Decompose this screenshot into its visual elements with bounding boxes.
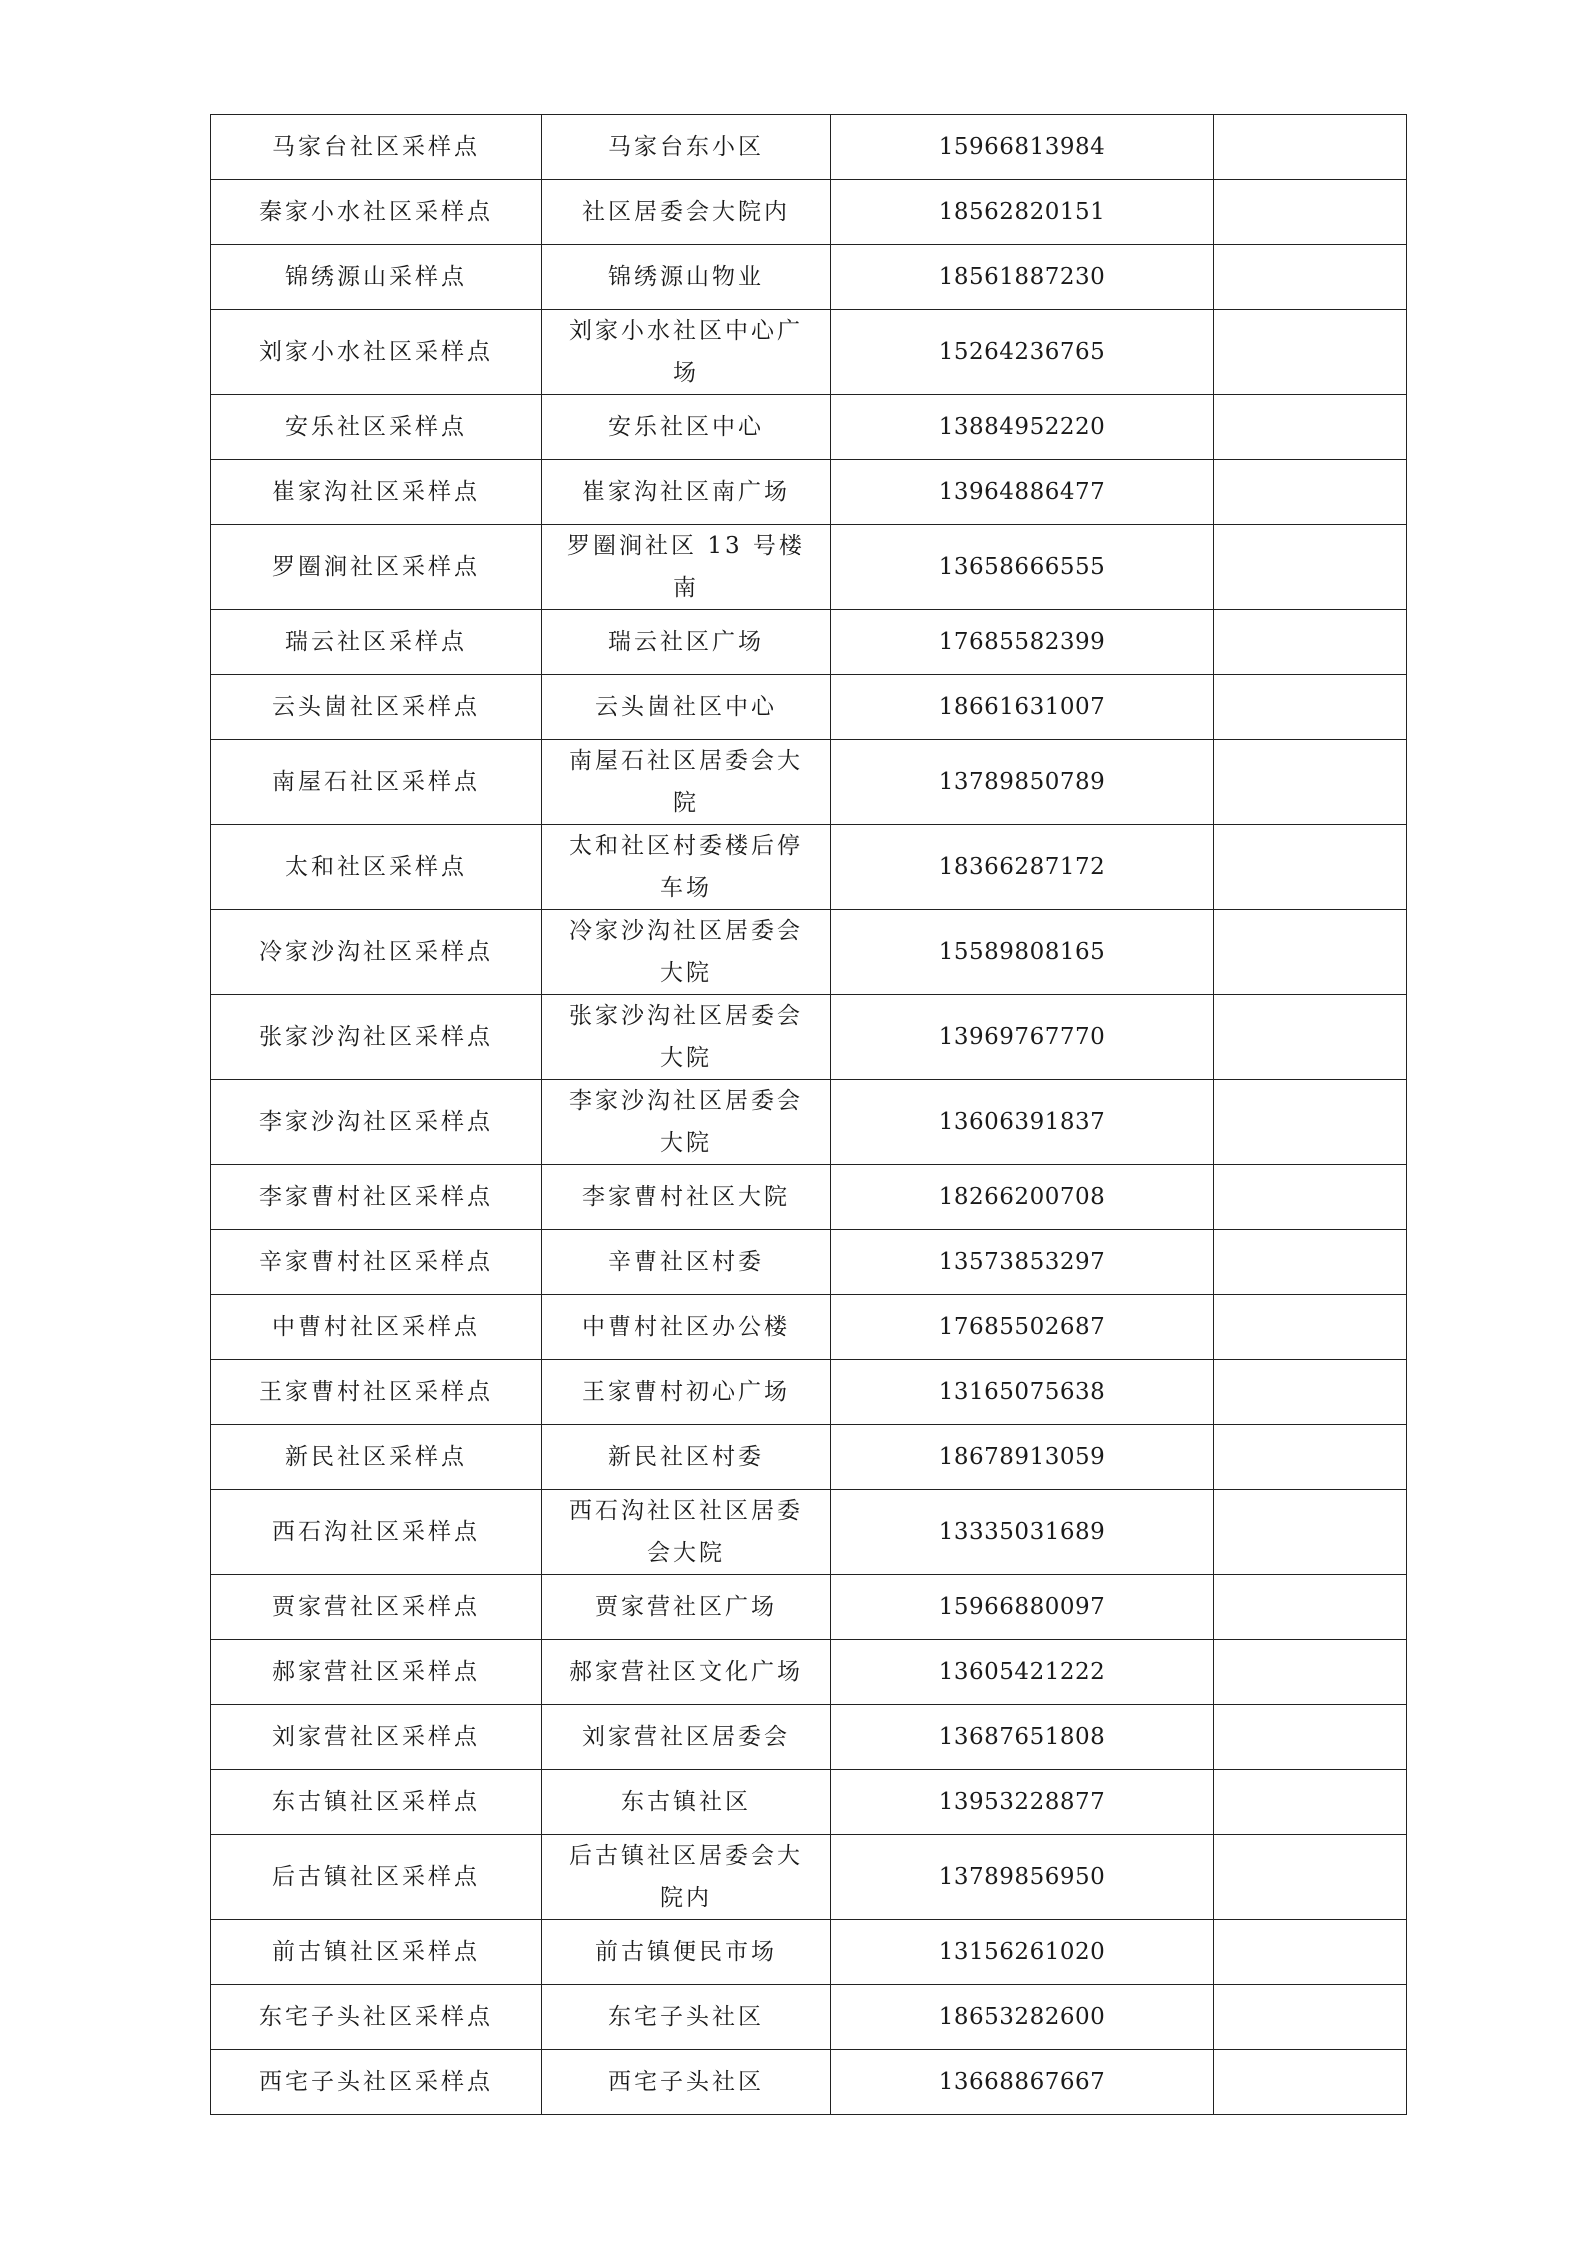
table-row [211, 1920, 1407, 1985]
sampling-location-cell: 刘家营社区居委会 [542, 1705, 831, 1770]
sampling-point-name-cell: 李家沙沟社区采样点 [211, 1080, 542, 1165]
table-row [211, 460, 1407, 525]
note-cell [1214, 525, 1407, 610]
contact-phone-cell: 13964886477 [831, 460, 1214, 525]
sampling-point-name-cell: 东古镇社区采样点 [211, 1770, 542, 1835]
sampling-location-cell: 云头崮社区中心 [542, 675, 831, 740]
contact-phone-cell: 18678913059 [831, 1425, 1214, 1490]
table-row [211, 740, 1407, 825]
note-cell [1214, 2050, 1407, 2115]
sampling-location-cell: 东宅子头社区 [542, 1985, 831, 2050]
table-body [211, 115, 1407, 2115]
contact-phone-cell: 18266200708 [831, 1165, 1214, 1230]
sampling-point-name-cell: 贾家营社区采样点 [211, 1575, 542, 1640]
note-cell [1214, 910, 1407, 995]
table-row [211, 1705, 1407, 1770]
sampling-point-name-cell: 冷家沙沟社区采样点 [211, 910, 542, 995]
sampling-location-cell: 西石沟社区社区居委会大院 [542, 1490, 831, 1575]
sampling-point-name-cell: 刘家小水社区采样点 [211, 310, 542, 395]
note-cell [1214, 1080, 1407, 1165]
sampling-location-cell: 王家曹村初心广场 [542, 1360, 831, 1425]
note-cell [1214, 740, 1407, 825]
note-cell [1214, 1165, 1407, 1230]
note-cell [1214, 1360, 1407, 1425]
sampling-location-cell: 中曹村社区办公楼 [542, 1295, 831, 1360]
contact-phone-cell: 13687651808 [831, 1705, 1214, 1770]
note-cell [1214, 180, 1407, 245]
contact-phone-cell: 18366287172 [831, 825, 1214, 910]
contact-phone-cell: 13969767770 [831, 995, 1214, 1080]
table-row [211, 525, 1407, 610]
table-row [211, 1080, 1407, 1165]
note-cell [1214, 1295, 1407, 1360]
note-cell [1214, 1640, 1407, 1705]
table-row [211, 1295, 1407, 1360]
sampling-location-cell: 西宅子头社区 [542, 2050, 831, 2115]
contact-phone-cell: 18653282600 [831, 1985, 1214, 2050]
sampling-location-cell: 马家台东小区 [542, 115, 831, 180]
note-cell [1214, 1425, 1407, 1490]
contact-phone-cell: 15966880097 [831, 1575, 1214, 1640]
contact-phone-cell: 15966813984 [831, 115, 1214, 180]
sampling-point-name-cell: 新民社区采样点 [211, 1425, 542, 1490]
sampling-point-name-cell: 辛家曹村社区采样点 [211, 1230, 542, 1295]
contact-phone-cell: 18562820151 [831, 180, 1214, 245]
table-row [211, 825, 1407, 910]
sampling-point-name-cell: 东宅子头社区采样点 [211, 1985, 542, 2050]
sampling-location-cell: 新民社区村委 [542, 1425, 831, 1490]
contact-phone-cell: 13884952220 [831, 395, 1214, 460]
note-cell [1214, 460, 1407, 525]
table-row [211, 1360, 1407, 1425]
table-row [211, 1575, 1407, 1640]
table-row [211, 610, 1407, 675]
note-cell [1214, 675, 1407, 740]
table-row [211, 1165, 1407, 1230]
table-row [211, 995, 1407, 1080]
note-cell [1214, 1985, 1407, 2050]
note-cell [1214, 395, 1407, 460]
table-row [211, 1835, 1407, 1920]
table-row [211, 1640, 1407, 1705]
sampling-location-cell: 安乐社区中心 [542, 395, 831, 460]
note-cell [1214, 825, 1407, 910]
table-row [211, 675, 1407, 740]
table-row [211, 1490, 1407, 1575]
note-cell [1214, 1920, 1407, 1985]
sampling-location-cell: 南屋石社区居委会大院 [542, 740, 831, 825]
sampling-point-name-cell: 后古镇社区采样点 [211, 1835, 542, 1920]
sampling-point-name-cell: 张家沙沟社区采样点 [211, 995, 542, 1080]
sampling-point-table [210, 114, 1407, 2115]
table-row [211, 910, 1407, 995]
sampling-point-name-cell: 西石沟社区采样点 [211, 1490, 542, 1575]
sampling-location-cell: 冷家沙沟社区居委会大院 [542, 910, 831, 995]
sampling-point-name-cell: 崔家沟社区采样点 [211, 460, 542, 525]
note-cell [1214, 115, 1407, 180]
table-row [211, 1230, 1407, 1295]
sampling-point-name-cell: 秦家小水社区采样点 [211, 180, 542, 245]
sampling-location-cell: 前古镇便民市场 [542, 1920, 831, 1985]
contact-phone-cell: 13165075638 [831, 1360, 1214, 1425]
table-row [211, 2050, 1407, 2115]
note-cell [1214, 1835, 1407, 1920]
contact-phone-cell: 13789850789 [831, 740, 1214, 825]
note-cell [1214, 1705, 1407, 1770]
sampling-point-name-cell: 中曹村社区采样点 [211, 1295, 542, 1360]
note-cell [1214, 1770, 1407, 1835]
contact-phone-cell: 13156261020 [831, 1920, 1214, 1985]
sampling-location-cell: 辛曹社区村委 [542, 1230, 831, 1295]
sampling-location-cell: 贾家营社区广场 [542, 1575, 831, 1640]
contact-phone-cell: 13789856950 [831, 1835, 1214, 1920]
table-row [211, 115, 1407, 180]
sampling-location-cell: 李家沙沟社区居委会大院 [542, 1080, 831, 1165]
note-cell [1214, 995, 1407, 1080]
table-row [211, 1425, 1407, 1490]
sampling-point-name-cell: 马家台社区采样点 [211, 115, 542, 180]
contact-phone-cell: 13668867667 [831, 2050, 1214, 2115]
sampling-point-name-cell: 王家曹村社区采样点 [211, 1360, 542, 1425]
contact-phone-cell: 13658666555 [831, 525, 1214, 610]
contact-phone-cell: 13606391837 [831, 1080, 1214, 1165]
note-cell [1214, 1490, 1407, 1575]
sampling-point-name-cell: 李家曹村社区采样点 [211, 1165, 542, 1230]
sampling-location-cell: 太和社区村委楼后停车场 [542, 825, 831, 910]
contact-phone-cell: 13335031689 [831, 1490, 1214, 1575]
sampling-location-cell: 后古镇社区居委会大院内 [542, 1835, 831, 1920]
note-cell [1214, 245, 1407, 310]
note-cell [1214, 310, 1407, 395]
sampling-point-name-cell: 南屋石社区采样点 [211, 740, 542, 825]
note-cell [1214, 610, 1407, 675]
contact-phone-cell: 17685502687 [831, 1295, 1214, 1360]
sampling-point-name-cell: 刘家营社区采样点 [211, 1705, 542, 1770]
sampling-point-name-cell: 西宅子头社区采样点 [211, 2050, 542, 2115]
table-row [211, 310, 1407, 395]
contact-phone-cell: 13605421222 [831, 1640, 1214, 1705]
sampling-point-name-cell: 罗圈涧社区采样点 [211, 525, 542, 610]
note-cell [1214, 1575, 1407, 1640]
sampling-location-cell: 罗圈涧社区 13 号楼南 [542, 525, 831, 610]
contact-phone-cell: 15589808165 [831, 910, 1214, 995]
contact-phone-cell: 13953228877 [831, 1770, 1214, 1835]
table-row [211, 180, 1407, 245]
sampling-point-name-cell: 太和社区采样点 [211, 825, 542, 910]
table-row [211, 395, 1407, 460]
note-cell [1214, 1230, 1407, 1295]
sampling-point-name-cell: 郝家营社区采样点 [211, 1640, 542, 1705]
sampling-point-name-cell: 锦绣源山采样点 [211, 245, 542, 310]
contact-phone-cell: 18561887230 [831, 245, 1214, 310]
sampling-point-name-cell: 安乐社区采样点 [211, 395, 542, 460]
contact-phone-cell: 15264236765 [831, 310, 1214, 395]
sampling-location-cell: 刘家小水社区中心广场 [542, 310, 831, 395]
sampling-location-cell: 崔家沟社区南广场 [542, 460, 831, 525]
sampling-location-cell: 锦绣源山物业 [542, 245, 831, 310]
contact-phone-cell: 17685582399 [831, 610, 1214, 675]
sampling-location-cell: 张家沙沟社区居委会大院 [542, 995, 831, 1080]
sampling-location-cell: 李家曹村社区大院 [542, 1165, 831, 1230]
table-row [211, 245, 1407, 310]
sampling-location-cell: 瑞云社区广场 [542, 610, 831, 675]
sampling-point-name-cell: 瑞云社区采样点 [211, 610, 542, 675]
contact-phone-cell: 13573853297 [831, 1230, 1214, 1295]
sampling-point-name-cell: 前古镇社区采样点 [211, 1920, 542, 1985]
sampling-point-name-cell: 云头崮社区采样点 [211, 675, 542, 740]
table-row [211, 1985, 1407, 2050]
contact-phone-cell: 18661631007 [831, 675, 1214, 740]
table-row [211, 1770, 1407, 1835]
sampling-location-cell: 东古镇社区 [542, 1770, 831, 1835]
sampling-location-cell: 社区居委会大院内 [542, 180, 831, 245]
sampling-location-cell: 郝家营社区文化广场 [542, 1640, 831, 1705]
